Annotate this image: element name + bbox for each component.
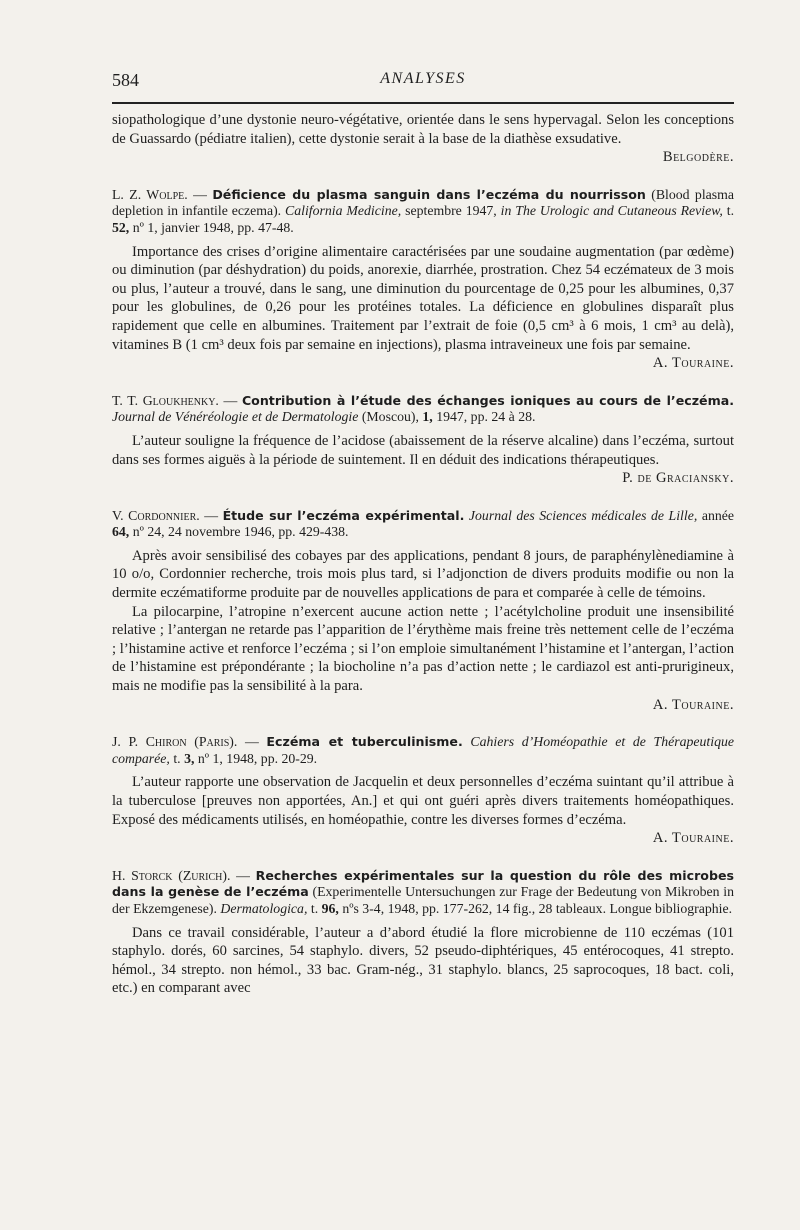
- details: 1947, pp. 24 à 28.: [436, 409, 536, 425]
- journal: California Medicine,: [285, 203, 402, 219]
- journal: Journal de Vénéréologie et de Dermatologie: [112, 409, 359, 425]
- review-paragraph: La pilocarpine, l’atropine n’exercent aucune action nette ; l’acétylcholine produit une insensibilité relative ; l’antergan ne retarde pas l’apparition de l’érythème mais freine très nettement celle de l’eczéma ; l’histamine active et renforce l’eczéma ; si l’on emploie simultanément l’histamine et l’antergan, l’action de l’histamine est prépondérante ; la biocholine n’a pas d’action nette ; le cardiazol est anti-prurigineux, mais ne modifie pas la sensibilité à la para.: [112, 603, 734, 695]
- review-storck: [112, 868, 734, 998]
- journal-secondary: The Urologic and Cutaneous Review,: [515, 203, 723, 219]
- review-paragraph: L’auteur souligne la fréquence de l’acidose (abaissement de la réserve alcaline) dans l’eczéma, surtout dans ses formes aiguës à la période de suintement. Il en déduit des indications thérapeutiques.: [112, 432, 734, 468]
- review-paragraph: Après avoir sensibilisé des cobayes par des applications, pendant 8 jours, de paraphénylènediamine à 10 o/o, Cordonnier recherche, trois mois plus tard, si l’adjonction de divers produits modifie ou non la dermite eczématiforme produite par de nouvelles applications de para et comparée à celle de témoins.: [112, 547, 734, 602]
- signature: A. Touraine.: [652, 830, 734, 847]
- review-chiron: [112, 734, 734, 848]
- page-number: 584: [112, 70, 139, 90]
- volume: 64,: [112, 524, 130, 540]
- journal: Cahiers d’Homéopathie et de Thérapeutique comparée,: [112, 734, 734, 766]
- volume: 1,: [422, 409, 433, 425]
- review-gloukhenky: [112, 393, 734, 488]
- reference: J. P. Chiron (Paris). — Eczéma et tuberculinisme. Cahiers d’Homéopathie et de Thérapeutique comparée, t. 3, nº 1, 1948, pp. 20-29.: [112, 734, 734, 766]
- details: septembre 1947,: [405, 203, 497, 219]
- original-title: (Experimentelle Untersuchungen zur Frage der Bedeutung von Mikroben in der Ekzemgenese).: [112, 884, 734, 916]
- author: V. Cordonnier.: [112, 507, 200, 523]
- author: L. Z. Wolpe.: [112, 186, 188, 202]
- intro-paragraph: siopathologique d’une dystonie neuro-végétative, orientée dans le sens hypervagal. Selon les conceptions de Guassardo (pédiatre italien), cette dystonie serait à la base de la diathèse exsudative.: [112, 112, 734, 147]
- author: H. Storck (Zurich).: [112, 867, 231, 883]
- volume: 3,: [184, 750, 195, 766]
- page-header: [112, 68, 734, 104]
- signature: A. Touraine.: [652, 355, 734, 372]
- volume: 52,: [112, 219, 130, 235]
- details: nºs 3-4, 1948, pp. 177-262, 14 fig., 28 tableaux. Longue bibliographie.: [342, 900, 733, 916]
- article-title: Eczéma et tuberculinisme.: [266, 734, 463, 750]
- reference: V. Cordonnier. — Étude sur l’eczéma expérimental. Journal des Sciences médicales de Lille, année 64, nº 24, 24 novembre 1946, pp. 429-438.: [112, 507, 734, 540]
- review-paragraph: L’auteur rapporte une observation de Jacquelin et deux personnelles d’eczéma suintant qu’il attribue à la tuberculose [preuves non apportées, An.] et qui ont guéri après divers traitements homéopathiques. Exposé des médicaments utilisés, en homéopathie, contre les diverses formes d’eczéma.: [112, 774, 734, 828]
- details: t.: [173, 750, 181, 766]
- details: nº 1, janvier 1948, pp. 47-48.: [132, 219, 294, 235]
- article-title: Étude sur l’eczéma expérimental.: [222, 507, 465, 523]
- review-cordonnier: [112, 508, 734, 715]
- reference: T. T. Gloukhenky. — Contribution à l’étude des échanges ioniques au cours de l’eczéma. Journal de Vénéréologie et de Dermatologie (Moscou), 1, 1947, pp. 24 à 28.: [112, 392, 734, 425]
- tome: t.: [726, 203, 735, 219]
- journal: Journal des Sciences médicales de Lille,: [468, 507, 698, 523]
- reference: L. Z. Wolpe. — Déficience du plasma sanguin dans l’eczéma du nourrisson (Blood plasma depletion in infantile eczema). California Medicine, septembre 1947, in The Urologic and Cutaneous Review, t. 52, nº 1, janvier 1948, pp. 47-48.: [112, 186, 735, 235]
- in-text: in: [500, 203, 512, 219]
- details: (Moscou),: [361, 409, 419, 425]
- review-paragraph: Dans ce travail considérable, l’auteur a d’abord étudié la flore microbienne de 110 eczémas (101 staphylo. dorés, 60 sarcines, 54 staphylo. divers, 52 pseudo-diphtériques, 45 entérocoques, 41 strepto. hémol., 34 strepto. non hémol., 33 bac. Gram-nég., 31 staphylo. blancs, 25 saprocoques, 18 bact. coli, etc.) en comparant avec: [112, 924, 734, 997]
- running-title: ANALYSES: [380, 70, 466, 87]
- review-paragraph: Importance des crises d’origine alimentaire caractérisées par une soudaine augmentation (par œdème) ou diminution (par déshydration) du poids, anorexie, diarrhée, prostration. Chez 54 eczémateux de 3 mois ou plus, l’auteur a trouvé, dans le sang, une diminution du pourcentage de 0,25 pour les albumines, 0,37 pour les globulines, de 0,26 pour les protéines totales. La déficience en globulines disparaît plus rapidement que celle en albumines. Traitement par l’extrait de foie (0,5 cm³ à 6 mois, 1 cm³ au delà), vitamines B (1 cm³ deux fois par semaine en injections), plasma intraveineux une fois par semaine.: [112, 243, 734, 353]
- signature: P. de Graciansky.: [622, 470, 734, 487]
- article-title: Déficience du plasma sanguin dans l’eczéma du nourrisson: [212, 186, 646, 202]
- volume: 96,: [321, 900, 339, 916]
- article-title: Contribution à l’étude des échanges ioniques au cours de l’eczéma.: [241, 392, 734, 408]
- signature: Belgodère.: [662, 149, 734, 166]
- details: t.: [310, 900, 319, 916]
- signature: A. Touraine.: [652, 696, 734, 713]
- details: nº 24, 24 novembre 1946, pp. 429-438.: [132, 524, 349, 540]
- intro-fragment: [112, 111, 734, 167]
- journal: Dermatologica,: [220, 900, 308, 916]
- page-content: [112, 111, 734, 998]
- author: T. T. Gloukhenky.: [112, 392, 219, 408]
- author: J. P. Chiron (Paris).: [112, 734, 238, 750]
- article-title: Recherches expérimentales sur la question du rôle des microbes dans la genèse de l’eczéma: [112, 867, 735, 900]
- details: nº 1, 1948, pp. 20-29.: [197, 750, 318, 766]
- reference: H. Storck (Zurich). — Recherches expérimentales sur la question du rôle des microbes dans la genèse de l’eczéma (Experimentelle Untersuchungen zur Frage der Bedeutung von Mikroben in der Ekzemgenese). Dermatologica, t. 96, nºs 3-4, 1948, pp. 177-262, 14 fig., 28 tableaux. Longue bibliographie.: [112, 867, 735, 916]
- review-wolpe: [112, 187, 734, 373]
- details: année: [701, 507, 734, 523]
- original-title: (Blood plasma depletion in infantile eczema).: [112, 186, 735, 219]
